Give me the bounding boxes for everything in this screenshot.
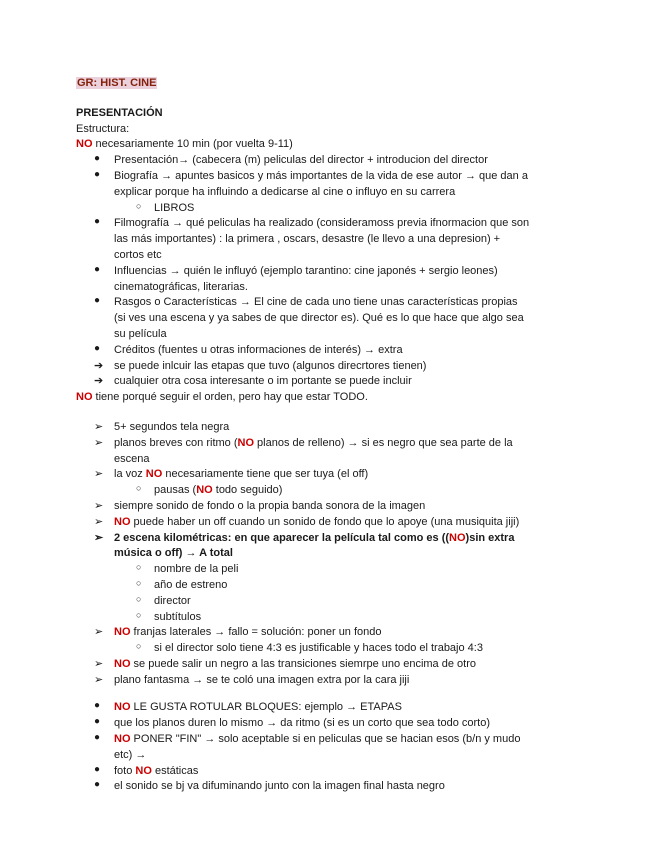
text-segment: )sin extra bbox=[465, 531, 515, 544]
tri-item-text bbox=[114, 515, 595, 531]
spacer bbox=[76, 688, 595, 700]
circle-icon: ○ bbox=[136, 562, 142, 573]
subheading: Estructura: bbox=[76, 122, 130, 135]
triangle-icon: ➢ bbox=[94, 515, 104, 528]
text-segment: puede haber un off cuando un sonido de fondo que lo apoye (una musiquita jiji) bbox=[130, 515, 520, 528]
tri-item bbox=[76, 420, 595, 436]
text-segment: necesariamente tiene que ser tuya (el off) bbox=[162, 468, 369, 481]
tri-item bbox=[76, 531, 595, 563]
no-word: NO bbox=[114, 515, 131, 528]
arrow-item bbox=[76, 359, 595, 375]
list-item-text: el sonido se bj va difuminando junto con la imagen final hasta negro bbox=[114, 780, 445, 793]
bullet-icon: ● bbox=[94, 342, 101, 354]
sub-item-text: año de estreno bbox=[154, 578, 228, 591]
list-item-text: cinematográficas, literarias. bbox=[114, 280, 248, 293]
tri-item bbox=[76, 515, 595, 531]
list-item-text: las más importantes) : la primera , oscars, desastre (le llevo a una depresion) + bbox=[114, 233, 501, 246]
list-item bbox=[76, 343, 595, 359]
tri-item-text bbox=[114, 657, 595, 673]
list-item bbox=[76, 716, 595, 732]
bullet-icon: ● bbox=[94, 216, 101, 228]
list-item-text: Filmografía → qué peliculas ha realizado (consideramoss previa ifnormacion que son bbox=[114, 217, 530, 230]
triangle-icon: ➢ bbox=[94, 499, 104, 512]
line-duracion-text: necesariamente 10 min (por vuelta 9-11) bbox=[92, 138, 293, 151]
text-segment: 2 escena kilométricas: en que aparecer la película tal como es (( bbox=[114, 531, 450, 544]
text-segment: pausas ( bbox=[154, 484, 197, 497]
triangle-icon: ➢ bbox=[94, 436, 104, 449]
line-duracion bbox=[76, 137, 595, 153]
tri-item-text bbox=[114, 436, 595, 452]
triangle-icon: ➢ bbox=[94, 531, 104, 544]
no-word: NO bbox=[114, 657, 131, 670]
list-item-text: que los planos duren lo mismo → da ritmo (si es un corto que sea todo corto) bbox=[114, 717, 491, 730]
tri-item bbox=[76, 657, 595, 673]
sub-item bbox=[76, 578, 595, 594]
arrow-item-text: cualquier otra cosa interesante o im portante se puede incluir bbox=[114, 375, 412, 388]
list-item-text: Rasgos o Características → El cine de cada uno tiene unas características propias bbox=[114, 296, 518, 309]
tri-item-text: siempre sonido de fondo o la propia banda sonora de la imagen bbox=[114, 499, 426, 512]
title-line bbox=[76, 76, 595, 92]
heading: PRESENTACIÓN bbox=[76, 106, 163, 119]
spacer bbox=[76, 406, 595, 420]
no-word: NO bbox=[237, 436, 254, 449]
list-item-text bbox=[114, 700, 595, 716]
tri-item bbox=[76, 436, 595, 468]
list-item-text: su película bbox=[114, 327, 167, 340]
tri-item bbox=[76, 625, 595, 641]
list-item bbox=[76, 264, 595, 296]
list-item-text: explicar porque ha influindo a dedicarse al cine o influyo en su carrera bbox=[114, 185, 456, 198]
list-item bbox=[76, 295, 595, 342]
list-item-text: cortos etc bbox=[114, 248, 162, 261]
tri-item-text: 5+ segundos tela negra bbox=[114, 420, 230, 433]
text-segment: foto bbox=[114, 764, 136, 777]
tri-item bbox=[76, 467, 595, 483]
sub-item bbox=[76, 610, 595, 626]
no-word: NO bbox=[114, 701, 131, 714]
arrow-icon: ➔ bbox=[94, 359, 104, 372]
list-item bbox=[76, 700, 595, 716]
sub-item bbox=[76, 641, 595, 657]
list-item bbox=[76, 216, 595, 263]
sub-item-text: director bbox=[154, 594, 191, 607]
text-segment: la voz bbox=[114, 468, 146, 481]
no-word: NO bbox=[76, 391, 93, 404]
no-word: NO bbox=[145, 468, 163, 481]
sub-item bbox=[76, 594, 595, 610]
circle-icon: ○ bbox=[136, 483, 142, 494]
tri-item-text: música o off) → A total bbox=[114, 547, 233, 560]
bullet-icon: ● bbox=[94, 716, 101, 728]
list-item-text: etc) → bbox=[114, 748, 147, 761]
triangle-icon: ➢ bbox=[94, 657, 104, 670]
tri-item-text: plano fantasma → se te coló una imagen extra por la cara jiji bbox=[114, 673, 410, 686]
no-word: NO bbox=[76, 138, 93, 151]
list-item-text: (si ves una escena y ya sabes de que director es). Qué es lo que hace que algo sea bbox=[114, 312, 524, 325]
tri-item-text bbox=[114, 467, 595, 483]
bullet-icon: ● bbox=[94, 295, 101, 307]
circle-icon: ○ bbox=[136, 641, 142, 652]
list-item-text bbox=[114, 764, 595, 780]
sub-item bbox=[76, 562, 595, 578]
list-item-text: Influencias → quién le influyó (ejemplo tarantino: cine japonés + sergio leones) bbox=[114, 264, 498, 277]
bullet-icon: ● bbox=[94, 779, 101, 791]
text-segment: planos de relleno) → si es negro que sea parte de la bbox=[254, 436, 513, 449]
no-word: NO bbox=[135, 764, 152, 777]
text-segment: franjas laterales → fallo = solución: poner un fondo bbox=[130, 626, 382, 639]
tri-item bbox=[76, 673, 595, 689]
sub-item-text bbox=[154, 483, 595, 499]
list-item-text: Presentación→ (cabecera (m) peliculas del director + introducion del director bbox=[114, 154, 488, 167]
sub-item-text: nombre de la peli bbox=[154, 563, 239, 576]
list-item-text: Biografía → apuntes basicos y más importantes de la vida de ese autor → que dan a bbox=[114, 169, 528, 182]
list-item bbox=[76, 732, 595, 764]
circle-icon: ○ bbox=[136, 593, 142, 604]
list-item bbox=[76, 779, 595, 795]
no-word: NO bbox=[196, 484, 213, 497]
text-segment: PONER "FIN" → solo aceptable si en peliculas que se hacian esos (b/n y mudo bbox=[130, 733, 521, 746]
bullet-icon: ● bbox=[94, 168, 101, 180]
list-item-text bbox=[114, 732, 595, 748]
text-segment: estáticas bbox=[151, 764, 199, 777]
text-segment: se puede salir un negro a las transiciones siemrpe uno encima de otro bbox=[130, 657, 476, 670]
list-item bbox=[76, 169, 595, 201]
sub-item-text: si el director solo tiene 4:3 es justificable y haces todo el trabajo 4:3 bbox=[154, 642, 483, 655]
sub-item-text: subtítulos bbox=[154, 610, 202, 623]
list-item-text: Créditos (fuentes u otras informaciones de interés) → extra bbox=[114, 343, 403, 356]
no-word: NO bbox=[449, 531, 466, 544]
triangle-icon: ➢ bbox=[94, 420, 104, 433]
sub-item bbox=[76, 201, 595, 217]
arrow-item-text: se puede inlcuir las etapas que tuvo (algunos direcrtores tienen) bbox=[114, 359, 427, 372]
line-orden bbox=[76, 390, 595, 406]
no-word: NO bbox=[114, 733, 131, 746]
tri-item-text: escena bbox=[114, 452, 150, 465]
arrow-icon: ➔ bbox=[94, 375, 104, 388]
no-word: NO bbox=[114, 626, 131, 639]
tri-item-text bbox=[114, 625, 595, 641]
sub-item-text: LIBROS bbox=[154, 201, 195, 214]
circle-icon: ○ bbox=[136, 609, 142, 620]
triangle-icon: ➢ bbox=[94, 468, 104, 481]
text-segment: planos breves con ritmo ( bbox=[114, 436, 238, 449]
bullet-icon: ● bbox=[94, 700, 101, 712]
triangle-icon: ➢ bbox=[94, 626, 104, 639]
triangle-icon: ➢ bbox=[94, 673, 104, 686]
circle-icon: ○ bbox=[136, 200, 142, 211]
bullet-icon: ● bbox=[94, 153, 101, 165]
text-segment: todo seguido) bbox=[212, 484, 283, 497]
arrow-item bbox=[76, 374, 595, 390]
line-orden-text: tiene porqué seguir el orden, pero hay que estar TODO. bbox=[92, 391, 368, 404]
tri-item-text bbox=[114, 531, 595, 547]
bullet-icon: ● bbox=[94, 263, 101, 275]
tri-item bbox=[76, 499, 595, 515]
list-item bbox=[76, 764, 595, 780]
sub-item bbox=[76, 483, 595, 499]
doc-title: GR: HIST. CINE bbox=[77, 77, 157, 89]
bullet-icon: ● bbox=[94, 732, 101, 744]
list-item bbox=[76, 153, 595, 169]
circle-icon: ○ bbox=[136, 577, 142, 588]
bullet-icon: ● bbox=[94, 763, 101, 775]
text-segment: LE GUSTA ROTULAR BLOQUES: ejemplo → ETAPAS bbox=[130, 701, 402, 714]
